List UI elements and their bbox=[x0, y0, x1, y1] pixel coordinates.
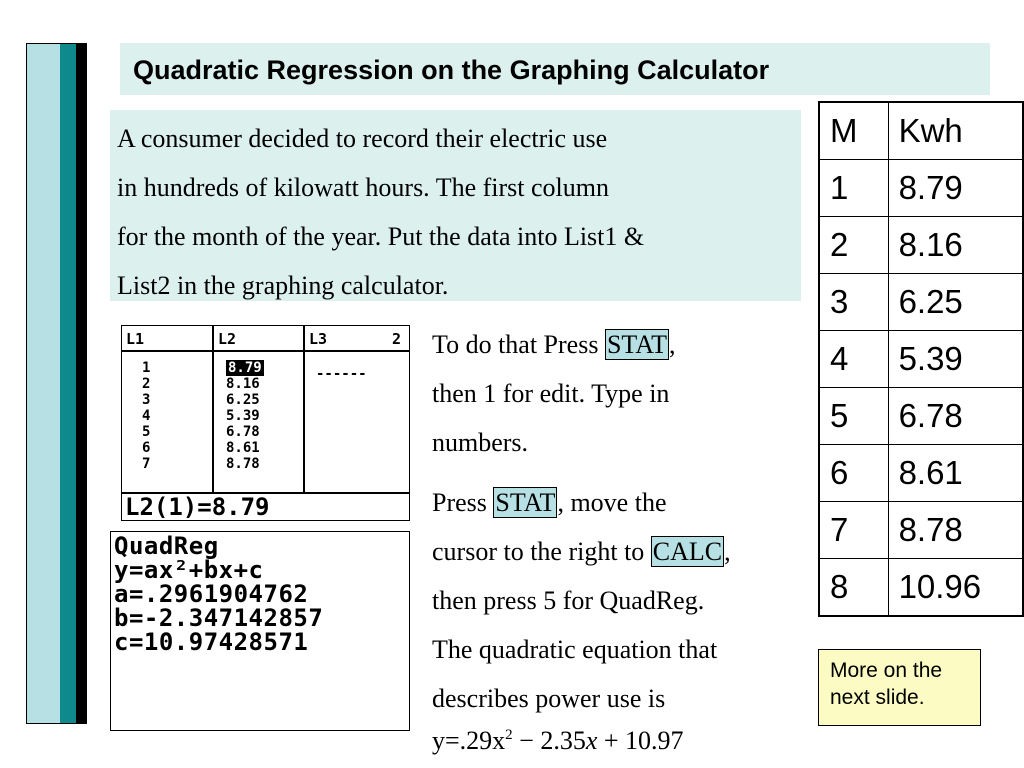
list-column-divider bbox=[212, 326, 214, 492]
calc-key-highlight: CALC bbox=[652, 537, 723, 566]
table-cell: 1 bbox=[819, 160, 888, 217]
equation-term: + 10.97 bbox=[597, 726, 684, 755]
slide-title: Quadratic Regression on the Graphing Calculator bbox=[133, 55, 770, 85]
table-cell: 8.78 bbox=[888, 502, 1023, 559]
list-value: 6.78 bbox=[226, 424, 260, 440]
table-cell: 3 bbox=[819, 274, 888, 331]
calculator-list-screen bbox=[121, 325, 410, 521]
instruction-text: , bbox=[669, 330, 676, 359]
table-row bbox=[819, 160, 1023, 217]
table-row bbox=[819, 388, 1023, 445]
list-header-l1: L1 bbox=[126, 330, 145, 348]
stat-key-highlight: STAT bbox=[606, 330, 667, 359]
list-value-empty: ------ bbox=[316, 366, 367, 382]
table-cell: 2 bbox=[819, 217, 888, 274]
table-cell: 7 bbox=[819, 502, 888, 559]
intro-line: List2 in the graphing calculator. bbox=[117, 271, 449, 300]
instruction-text: To do that Press bbox=[432, 330, 605, 359]
table-cell: 8 bbox=[819, 559, 888, 617]
note-line: More on the bbox=[830, 659, 943, 682]
list-value-selected: 8.79 bbox=[228, 360, 262, 376]
intro-line: A consumer decided to record their electric use bbox=[117, 124, 608, 153]
table-cell: 5 bbox=[819, 388, 888, 445]
quadreg-line: QuadReg bbox=[114, 532, 219, 560]
list-value: 5 bbox=[142, 424, 151, 440]
more-note-box bbox=[818, 649, 981, 726]
list-value: 7 bbox=[142, 456, 151, 472]
table-cell: 6 bbox=[819, 445, 888, 502]
instruction-text: , move the bbox=[557, 488, 667, 517]
list-value: 1 bbox=[142, 360, 151, 376]
equation-exponent: 2 bbox=[505, 727, 513, 743]
title-box bbox=[120, 43, 990, 95]
list-l3-values bbox=[316, 366, 367, 382]
table-cell: 4 bbox=[819, 331, 888, 388]
table-row bbox=[819, 217, 1023, 274]
stat-key-highlight: STAT bbox=[495, 488, 556, 517]
instruction-line: numbers. bbox=[432, 428, 529, 457]
list-value: 3 bbox=[142, 392, 151, 408]
instruction-line: then press 5 for QuadReg. bbox=[432, 586, 705, 615]
list-header bbox=[122, 330, 409, 350]
equation-prefix: y=.29x bbox=[432, 726, 506, 755]
list-value: 2 bbox=[142, 376, 151, 392]
intro-box bbox=[110, 110, 801, 301]
list-header-l2: L2 bbox=[218, 330, 237, 348]
regression-equation bbox=[432, 726, 684, 756]
instruction-paragraph-2 bbox=[432, 478, 731, 723]
instruction-line bbox=[432, 527, 731, 576]
instruction-paragraph-1 bbox=[432, 320, 676, 467]
table-cell: 8.16 bbox=[888, 217, 1023, 274]
quadreg-line: c=10.97428571 bbox=[114, 628, 309, 656]
equation-variable: x bbox=[585, 726, 598, 755]
table-cell: 8.61 bbox=[888, 445, 1023, 502]
equation-term: − 2.35 bbox=[512, 726, 586, 755]
list-value: 4 bbox=[142, 408, 151, 424]
table-cell: 6.78 bbox=[888, 388, 1023, 445]
table-cell: 6.25 bbox=[888, 274, 1023, 331]
quadreg-line: y=ax²+bx+c bbox=[114, 556, 264, 584]
instruction-text: , bbox=[724, 537, 731, 566]
table-row bbox=[819, 331, 1023, 388]
table-header-month: M bbox=[819, 102, 888, 160]
list-header-l3: L3 bbox=[309, 330, 328, 348]
quadreg-line: a=.2961904762 bbox=[114, 580, 309, 608]
instruction-line: describes power use is bbox=[432, 684, 666, 713]
table-header-kwh: Kwh bbox=[888, 102, 1023, 160]
intro-line: for the month of the year. Put the data into List1 & bbox=[117, 222, 645, 251]
instruction-line bbox=[432, 320, 676, 369]
table-cell: 5.39 bbox=[888, 331, 1023, 388]
quadreg-line: b=-2.347142857 bbox=[114, 604, 324, 632]
quadreg-output bbox=[114, 534, 323, 654]
list-value: 8.61 bbox=[226, 440, 260, 456]
list-l1-values bbox=[142, 360, 150, 472]
note-line: next slide. bbox=[830, 686, 925, 709]
table-row bbox=[819, 274, 1023, 331]
instruction-line: then 1 for edit. Type in bbox=[432, 379, 670, 408]
table-row bbox=[819, 445, 1023, 502]
list-value: 6.25 bbox=[226, 392, 260, 408]
list-value: 6 bbox=[142, 440, 151, 456]
instruction-text: cursor to the right to bbox=[432, 537, 651, 566]
list-l2-values bbox=[226, 360, 264, 472]
table-cell: 10.96 bbox=[888, 559, 1023, 617]
list-header-number: 2 bbox=[392, 330, 402, 348]
instruction-line: The quadratic equation that bbox=[432, 635, 718, 664]
list-header-divider bbox=[122, 350, 409, 352]
instruction-line bbox=[432, 478, 731, 527]
list-value: 8.78 bbox=[226, 456, 260, 472]
list-value: 5.39 bbox=[226, 408, 260, 424]
table-header-row bbox=[819, 102, 1023, 160]
table-row bbox=[819, 502, 1023, 559]
left-stripe-border bbox=[26, 43, 87, 724]
list-footer: L2(1)=8.79 bbox=[125, 493, 270, 521]
data-table bbox=[818, 101, 1024, 617]
instruction-text: Press bbox=[432, 488, 494, 517]
intro-line: in hundreds of kilowatt hours. The first column bbox=[117, 173, 610, 202]
calculator-quadreg-screen bbox=[110, 531, 410, 731]
list-value: 8.16 bbox=[226, 376, 260, 392]
table-cell: 8.79 bbox=[888, 160, 1023, 217]
list-column-divider bbox=[303, 326, 305, 492]
table-row bbox=[819, 559, 1023, 617]
